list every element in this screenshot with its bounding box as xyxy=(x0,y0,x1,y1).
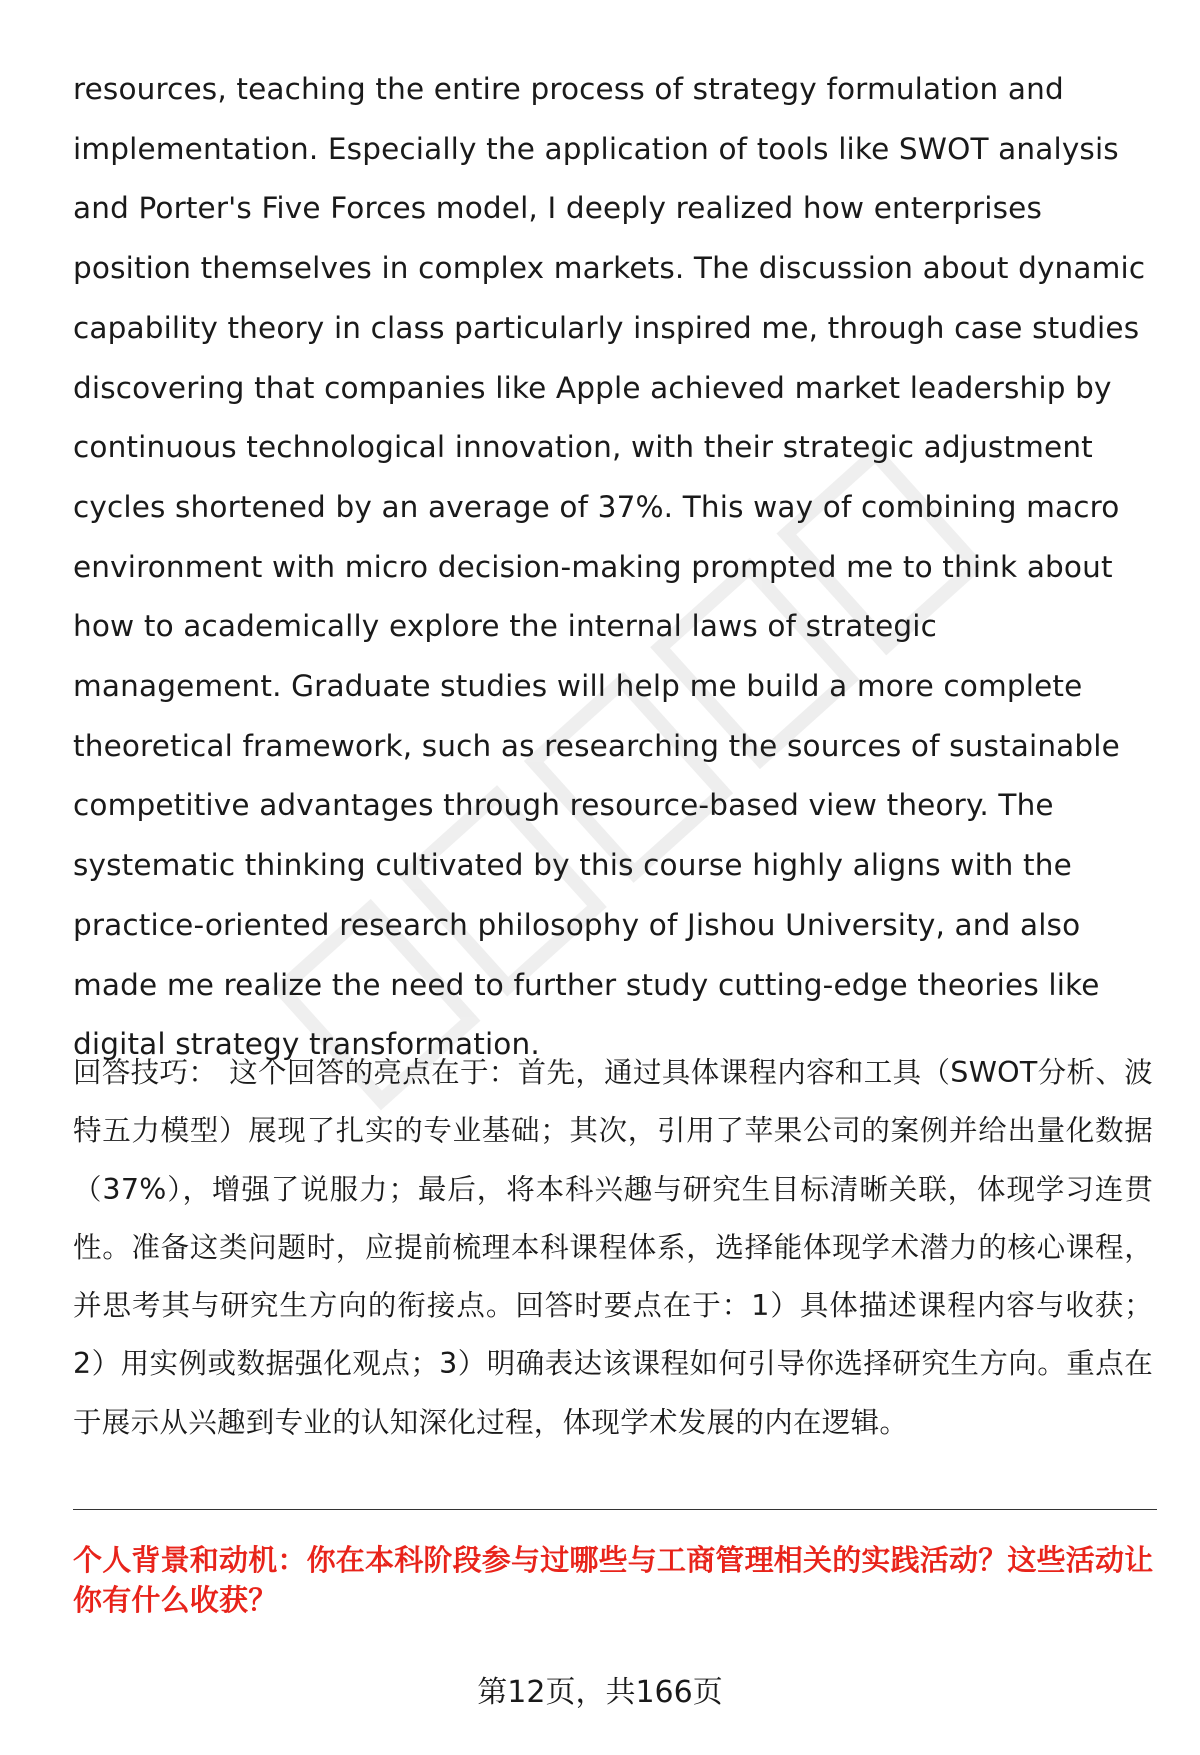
answer-tips-label: 回答技巧： xyxy=(73,1056,218,1089)
page-indicator: 第12页，共166页 xyxy=(477,1675,723,1710)
body-paragraph: resources, teaching the entire process of strategy formulation and implementation. Especially the application of tools like SWOT analysis and Porter's Five Forces model, I deeply realized how enterprises position themselves in complex markets. The discussion about dynamic capability theory in class particularly inspired me, through case studies discovering that companies like Apple achieved market leadership by continuous technological innovation, with their strategic adjustment cycles shortened by an average of 37%. This way of combining macro environment with micro decision-making prompted me to think about how to academically explore the internal laws of strategic management. Graduate studies will help me build a more complete theoretical framework, such as researching the sources of sustainable competitive advantages through resource-based view theory. The systematic thinking cultivated by this course highly aligns with the practice-oriented research philosophy of Jishou University, and also made me realize the need to further study cutting-edge theories like digital strategy transformation. xyxy=(73,72,1146,1062)
next-question-heading: 个人背景和动机：你在本科阶段参与过哪些与工商管理相关的实践活动？这些活动让你有什么收获？ xyxy=(73,1543,1154,1617)
answer-tips xyxy=(73,1044,1153,1452)
answer-tips-text: 这个回答的亮点在于：首先，通过具体课程内容和工具（SWOT分析、波特五力模型）展现了扎实的专业基础；其次，引用了苹果公司的案例并给出量化数据（37%），增强了说服力；最后，将本科兴趣与研究生目标清晰关联，体现学习连贯性。准备这类问题时，应提前梳理本科课程体系，选择能体现学术潜力的核心课程，并思考其与研究生方向的衔接点。回答时要点在于：1）具体描述课程内容与收获；2）用实例或数据强化观点；3）明确表达该课程如何引导你选择研究生方向。重点在于展示从兴趣到专业的认知深化过程，体现学术发展的内在逻辑。 xyxy=(73,1056,1153,1439)
section-divider xyxy=(73,1509,1157,1510)
